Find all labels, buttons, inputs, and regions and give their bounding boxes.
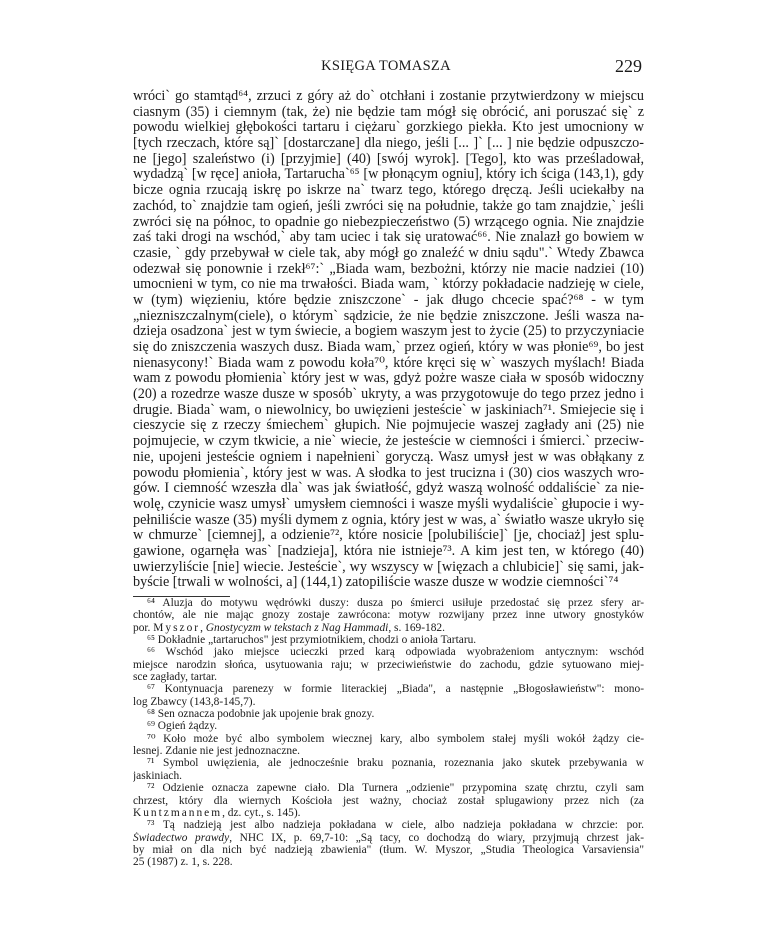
footnote-line: log Zbawcy (143,8-145,7). <box>133 695 256 708</box>
footnote-line: ⁷³ Tą nadzieją jest albo nadzieja pokładana w ciele, albo nadzieja pokładana w chrzcie: por. <box>147 819 644 832</box>
author-name: Myszor <box>153 621 201 634</box>
footnotes <box>133 597 644 869</box>
footnote-line: ⁶⁸ Sen oznacza podobnie jak upojenie brak gnozy. <box>147 708 375 721</box>
footnote-line <box>133 832 644 844</box>
body-line: powodu wielkiej głębokości tartaru i ciężaru` gorzkiego piekła. Kto jest umocniony w <box>133 120 644 136</box>
body-line: umocnieni w tym, co nie ma trwałości. Biada wam, ` którzy pokładacie nadzieję w ciele, <box>133 277 644 293</box>
footnote-line: ⁶⁹ Ogień żądzy. <box>147 720 218 733</box>
footnote-text: por. <box>133 621 154 634</box>
footnote-line: sce zagłady, tartar. <box>133 671 218 684</box>
body-line: wam z powodu płomienia` który jest w was, gdyż pożre wasze ciała w sposób widoczny <box>133 371 644 387</box>
page-number: 229 <box>615 56 642 76</box>
body-line: bicze ognia rzucają iskrę po iskrze na` twarz tego, którego dręczą. Jeśli uciekałby na <box>133 183 644 199</box>
footnote-line: ⁶⁴ Aluzja do motywu wędrówki duszy: dusza po śmierci usiłuje przedostać się przez sfery ar- <box>147 597 644 609</box>
body-line: zachód, to` znajdzie tam ogień, jeśli zwróci się na południe, także go tam znajdzie,` jeśli <box>133 198 644 214</box>
body-line: wróci` go stamtąd⁶⁴, zrzuci z góry aż do` otchłani i zostanie przytwierdzony w miejscu <box>133 89 644 104</box>
body-line: się do zniszczenia waszych dusz. Biada wam,` przez ogień, który w was płonie⁶⁹, bo jest <box>133 340 644 355</box>
italic-title: Gnostycyzm w tekstach z Nag Hammadi <box>205 621 389 634</box>
footnote-line: jaskiniach. <box>133 769 183 782</box>
body-line: zaś taki drogi na wschód,` aby tam uciec i tak się uratować⁶⁶. Nie znalazł go bowiem w <box>133 230 644 246</box>
body-line: pojmujecie, w czym tkwicie, a nie` wiecie, że jesteście w ciemności i śmierci.` przeciw- <box>133 434 644 450</box>
author-name: Kuntzmannem <box>133 806 223 819</box>
body-line: nie, upojeni jesteście ogniem i napełnieni` goryczą. Wasz umysł jest w was obłąkany z <box>133 449 644 465</box>
footnote-line: 25 (1987) z. 1, s. 228. <box>133 856 233 869</box>
footnote-text: , dz. cyt., s. 145). <box>222 806 301 819</box>
body-line: byście [trwali w wolności, a] (144,1) zatopiliście wasze dusze w wodzie ciemności`⁷⁴ <box>133 575 619 591</box>
body-line: uwierzyliście [nie] wiecie. Jesteście`, wy wszyscy w [więzach a chlubicie]` się sami, jak- <box>133 559 644 575</box>
body-line: drugie. Biada` wam, o niewolnicy, bo uwięzieni jesteście` w jaskiniach⁷¹. Śmiejecie się i <box>133 402 644 418</box>
body-line: w chmurze` [ciemnej], a odzienie⁷², które nosicie [polubiliście]` [je, chociaż] jest splu- <box>133 528 644 544</box>
footnote-line: by miał on dla nich być nadzieją zbawienia" (tłum. W. Myszor, „Studia Theologica Varsaviensia" <box>133 843 644 856</box>
footnote-text: , <box>200 621 206 634</box>
footnote-line <box>133 807 644 819</box>
body-line: pełniliście wasze (35) myśli dymem z ognia, który jest w was, a` światło wasze ukryło się <box>133 512 644 528</box>
footnote-line: chrzest, który dla wiernych Kościoła jest ważny, chociaż został splugawiony przez nich (za <box>133 794 644 807</box>
footnote-text: , s. 169-182. <box>388 621 445 634</box>
italic-title: Świadectwo prawdy <box>133 831 230 844</box>
running-header: KSIĘGA TOMASZA <box>321 58 451 74</box>
body-line: wolę, czynicie wasz umysł` umysłem ciemności i wasze myśli wydaliście` głupocie i wy- <box>133 496 644 512</box>
body-line: powodu płomienia`, który jest w was. A słodka to jest trucizna i (30) cios waszych wro- <box>133 465 644 481</box>
body-line: „niezniszczalnym(ciele), o którym` sądzicie, że nie będzie zniszczone. Jeśli wasza na- <box>133 308 644 324</box>
body-line: nienasycony!` Biada wam z powodu koła⁷⁰, które kręci się w` waszych myślach! Biada <box>133 355 644 371</box>
footnote-line: lesnej. Zdanie nie jest jednoznaczne. <box>133 745 300 758</box>
footnote-line <box>133 622 644 634</box>
footnote-line: miejsce narodzin słońca, usytuowania raju; w przeciwieństwie do zachodu, gdzie sytuowano miej- <box>133 658 644 671</box>
body-line: czasie, ` gdy przebywał w ciele tak, aby mógł go znaleźć w dniu sądu".` Wtedy Zbawca <box>133 245 644 261</box>
body-line: cieszycie się z rzeczy śmiechem` głupich. Nie pojmujecie waszej zagłady ani (25) nie <box>133 418 644 434</box>
footnote-line: ⁷⁰ Koło może być albo symbolem wiecznej kary, albo symbolem stałej myśli wokół żądzy cie- <box>147 732 644 745</box>
body-line: [tych rzeczach, które są]` [dostarczane] dla niego, jeśli [... ]` [... ] nie będzie odpuszczo- <box>133 136 644 152</box>
body-line: dzieja osadzona` jest w tym świecie, a bogiem waszym jest to życie (25) to przyczyniacie <box>133 324 644 340</box>
footnote-line: ⁶⁷ Kontynuacja parenezy w formie literackiej „Biada", a następnie „Błogosławieństw": mono- <box>147 683 644 696</box>
body-text <box>133 89 644 591</box>
footnote-text: , NHC IX, p. 69,7-10: „Są tacy, co dochodzą do wiary, przyjmują chrzest jak- <box>229 831 644 844</box>
body-line: ciasnym (35) i ciemnym (tak, że) nie będzie tam mógł się obrócić, ani poruszać się` z <box>133 104 644 120</box>
body-line: (20) a rozedrze wasze dusze w sposób` ukryty, a was przygotowuje do tego przez jedno i <box>133 387 644 403</box>
body-line: ne [jego] szaleństwo (i) [przyjmie] (40) [swój wyrok]. [Tego], kto was prześladował, <box>133 151 644 167</box>
footnote-line: chontów, ale nie mając gnozy zostaje zawrócona: motyw rozwijany przez inne utwory gnostyków <box>133 609 644 622</box>
body-line: zwróci się na północ, to opadnie go niebezpieczeństwo (5) wrzącego ognia. Nie znajdzie <box>133 214 644 230</box>
footnote-line: ⁷² Odzienie oznacza zapewne ciało. Dla Turnera „odzienie" przypomina szatę chrztu, czyli sam <box>147 782 644 795</box>
footnote-line: ⁶⁵ Dokładnie „tartaruchos" jest przymiotnikiem, chodzi o anioła Tartaru. <box>147 634 477 647</box>
body-line: gawione, ogarnęła was` [nadzieja], która nie istnieje⁷³. A kim jest ten, w którego (40) <box>133 543 644 559</box>
body-line: odezwał się ponownie i rzekł⁶⁷:` „Biada wam, bezbożni, którzy nie macie nadziei (10) <box>133 261 644 277</box>
body-line: wydadzą` [w ręce] anioła, Tartarucha`⁶⁵ [w płonącym ogniu], który ich ściga (143,1), gdy <box>133 167 644 183</box>
footnote-line: ⁶⁶ Wschód jako miejsce ucieczki przed karą odpowiada wyobrażeniom antycznym: wschód <box>147 646 644 659</box>
body-line: w (tym) więzieniu, które będzie zniszczone` - jak długo chcecie spać?⁶⁸ - w tym <box>133 292 644 308</box>
footnote-line: ⁷¹ Symbol uwięzienia, ale jednocześnie braku poznania, rozeznania jako skutek przebywania w <box>147 757 644 770</box>
body-line: gów. I ciemność wzeszła dla` was jak światłość, gdyż waszą wolność oddaliście` za nie- <box>133 481 644 497</box>
